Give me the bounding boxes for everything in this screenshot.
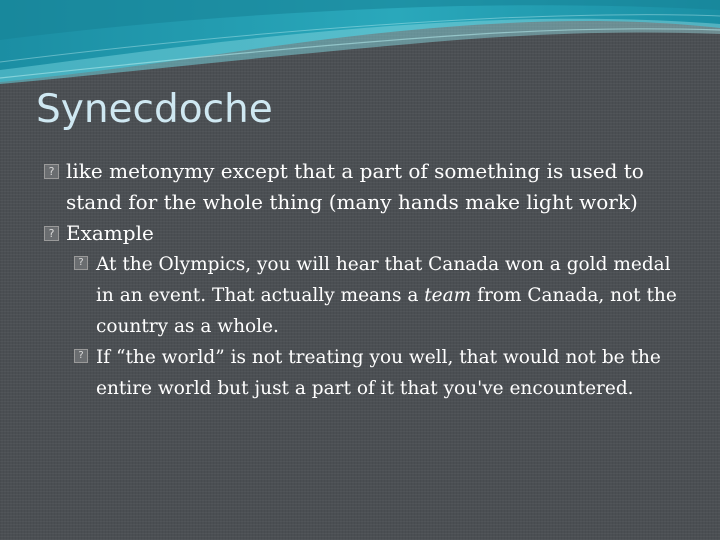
sub-bullet-world <box>74 342 684 404</box>
bullet-glyph-icon: ? <box>74 349 88 363</box>
sub-bullet-text <box>96 254 677 337</box>
bullet-glyph-icon: ? <box>44 164 59 179</box>
slide-title: Synecdoche <box>36 87 273 132</box>
text-segment: from Canada, not the country as a whole. <box>96 285 677 337</box>
italic-term: team <box>424 285 472 306</box>
bullet-list <box>44 156 684 404</box>
bullet-text: Example <box>66 221 154 245</box>
bullet-glyph-icon: ? <box>74 256 88 270</box>
decorative-wave-banner <box>0 0 720 90</box>
bullet-definition <box>44 156 684 218</box>
sub-bullet-text: If “the world” is not treating you well, that would not be the entire world but just a part of it that you've encountered. <box>96 347 661 399</box>
sub-bullet-olympics <box>74 249 684 342</box>
bullet-glyph-icon: ? <box>44 226 59 241</box>
text-segment: At the Olympics, you will hear that Canada won a gold medal in an event. That actually means a <box>96 254 671 306</box>
bullet-text: like metonymy except that a part of something is used to stand for the whole thing (many hands make light work) <box>66 159 644 214</box>
bullet-example <box>44 218 684 249</box>
